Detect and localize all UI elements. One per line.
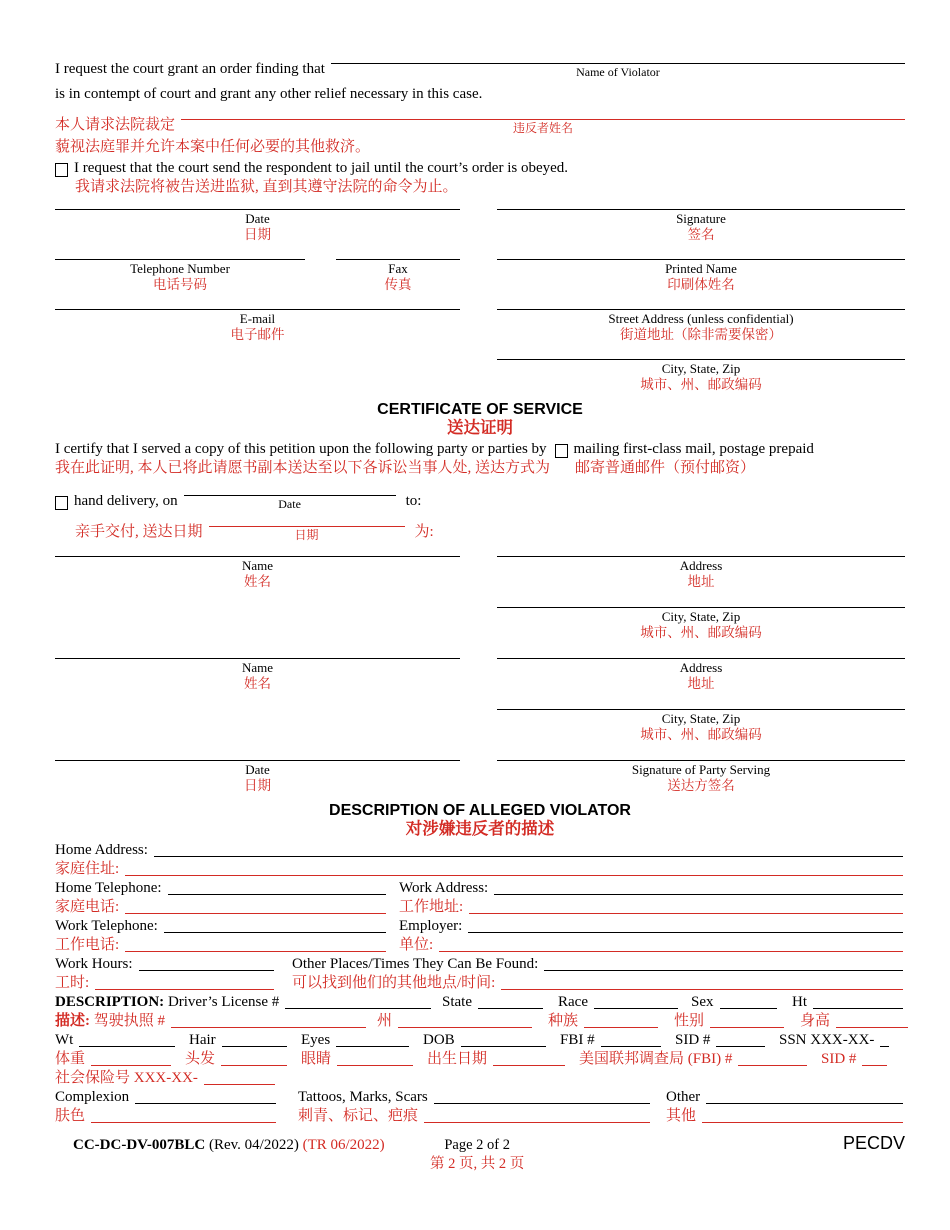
party2-csz-label: City, State, Zip bbox=[661, 711, 741, 726]
weight-label: Wt bbox=[55, 1032, 74, 1048]
name-of-violator-caption-zh: 违反者姓名 bbox=[513, 121, 574, 135]
home-address-row bbox=[55, 841, 905, 860]
contempt-text-zh: 藐视法庭罪并允许本案中任何必要的其他救济。 bbox=[55, 139, 371, 155]
weight-input[interactable] bbox=[79, 1045, 175, 1047]
mailing-text-zh: 邮寄普通邮件（预付邮资） bbox=[575, 460, 756, 476]
jail-request-row bbox=[55, 159, 905, 178]
street-address-line[interactable] bbox=[497, 309, 905, 359]
jail-request-text: I request that the court send the respondent to jail until the court’s order is obeyed. bbox=[74, 160, 569, 176]
employer-input-zh[interactable] bbox=[439, 950, 903, 952]
served-parties-block bbox=[55, 556, 905, 800]
work-address-input[interactable] bbox=[494, 893, 903, 895]
party2-name-line[interactable] bbox=[55, 658, 460, 709]
certify-row bbox=[55, 440, 905, 459]
hand-delivery-row-zh bbox=[55, 511, 905, 542]
ssn-input[interactable] bbox=[880, 1045, 889, 1047]
jail-request-checkbox[interactable] bbox=[55, 163, 68, 177]
party1-name-label-zh: 姓名 bbox=[244, 574, 271, 589]
home-telephone-label-zh: 家庭电话: bbox=[55, 899, 120, 915]
dob-label-zh: 出生日期 bbox=[427, 1051, 488, 1067]
race-input-zh[interactable] bbox=[584, 1026, 658, 1028]
height-input-zh[interactable] bbox=[836, 1026, 908, 1028]
fax-line[interactable] bbox=[336, 259, 460, 309]
tattoos-label-zh: 刺青、标记、疤痕 bbox=[298, 1108, 419, 1124]
work-hours-row bbox=[55, 955, 905, 974]
delivery-date-field-zh bbox=[209, 511, 405, 542]
page-number-zh: 第 2 页, 共 2 页 bbox=[430, 1156, 525, 1172]
street-address-label-zh: 街道地址（除非需要保密） bbox=[620, 327, 782, 342]
eyes-input-zh[interactable] bbox=[337, 1064, 413, 1066]
ssn-label-zh: 社会保险号 XXX-XX- bbox=[55, 1070, 198, 1086]
physical-row bbox=[55, 1031, 905, 1050]
form-number-block bbox=[73, 1136, 385, 1155]
party2-address-label: Address bbox=[679, 660, 723, 675]
printed-name-line[interactable] bbox=[497, 259, 905, 309]
city-state-zip-label-zh: 城市、州、邮政编码 bbox=[640, 377, 762, 392]
dob-input-zh[interactable] bbox=[493, 1064, 565, 1066]
race-input[interactable] bbox=[594, 1007, 678, 1009]
sex-label-zh: 性别 bbox=[674, 1013, 705, 1029]
telephone-line[interactable] bbox=[55, 259, 305, 309]
request-order-text: I request the court grant an order finding that bbox=[55, 61, 325, 77]
service-date-label-zh: 日期 bbox=[244, 778, 271, 793]
fbi-label-zh: 美国联邦调查局 (FBI) # bbox=[579, 1051, 733, 1067]
party1-csz-line[interactable] bbox=[497, 607, 905, 658]
certify-text-zh: 我在此证明, 本人已将此请愿书副本送达至以下各诉讼当事人处, 送达方式为 bbox=[55, 460, 551, 476]
form-number: CC-DC-DV-007BLC bbox=[73, 1137, 206, 1153]
weight-label-zh: 体重 bbox=[55, 1051, 86, 1067]
complexion-input[interactable] bbox=[135, 1102, 276, 1104]
other-label: Other bbox=[666, 1089, 701, 1105]
hair-input[interactable] bbox=[222, 1045, 287, 1047]
street-address-label: Street Address (unless confidential) bbox=[608, 311, 794, 326]
fax-label: Fax bbox=[388, 261, 408, 276]
date-signature-line[interactable] bbox=[55, 209, 460, 259]
party1-address-line[interactable] bbox=[497, 556, 905, 607]
serving-signature-line[interactable] bbox=[497, 760, 905, 800]
ssn-row-zh bbox=[55, 1069, 905, 1088]
party2-address-label-zh: 地址 bbox=[687, 676, 715, 691]
jail-request-text-zh: 我请求法院将被告送进监狱, 直到其遵守法院的命令为止。 bbox=[75, 179, 458, 195]
city-state-zip-label: City, State, Zip bbox=[661, 361, 741, 376]
employer-input[interactable] bbox=[468, 931, 903, 933]
drivers-license-input[interactable] bbox=[285, 1007, 431, 1009]
race-label: Race bbox=[558, 994, 588, 1010]
sid-input-zh[interactable] bbox=[862, 1064, 887, 1066]
mailing-text: mailing first-class mail, postage prepaid bbox=[573, 441, 814, 457]
printed-name-label-zh: 印刷体姓名 bbox=[667, 277, 735, 292]
form-tr: (TR 06/2022) bbox=[302, 1137, 385, 1153]
contempt-text: is in contempt of court and grant any other relief necessary in this case. bbox=[55, 86, 483, 102]
other-input-zh[interactable] bbox=[702, 1121, 903, 1123]
other-places-label-zh: 可以找到他们的其他地点/时间: bbox=[292, 975, 496, 991]
to-text: to: bbox=[405, 493, 422, 509]
party2-csz-label-zh: 城市、州、邮政编码 bbox=[640, 727, 762, 742]
fbi-input[interactable] bbox=[601, 1045, 661, 1047]
physical-row-zh bbox=[55, 1050, 905, 1069]
dob-input[interactable] bbox=[461, 1045, 546, 1047]
serving-signature-label: Signature of Party Serving bbox=[631, 762, 771, 777]
complexion-row-zh bbox=[55, 1107, 905, 1126]
delivery-date-caption: Date bbox=[278, 497, 301, 511]
state-label-zh: 州 bbox=[377, 1013, 393, 1029]
sex-label: Sex bbox=[691, 994, 714, 1010]
request-order-text-zh: 本人请求法院裁定 bbox=[55, 117, 176, 133]
tattoos-label: Tattoos, Marks, Scars bbox=[298, 1089, 428, 1105]
party1-address-label-zh: 地址 bbox=[687, 574, 715, 589]
signature-label-zh: 签名 bbox=[687, 227, 715, 242]
work-telephone-label: Work Telephone: bbox=[55, 918, 158, 934]
home-address-row-zh bbox=[55, 860, 905, 879]
hand-delivery-row bbox=[55, 480, 905, 511]
signature-line[interactable] bbox=[497, 209, 905, 259]
height-input[interactable] bbox=[813, 1007, 903, 1009]
home-address-input-zh[interactable] bbox=[125, 874, 903, 876]
complexion-label: Complexion bbox=[55, 1089, 130, 1105]
work-telephone-row-zh bbox=[55, 936, 905, 955]
home-address-label-zh: 家庭住址: bbox=[55, 861, 120, 877]
name-of-violator-field bbox=[331, 48, 905, 79]
work-telephone-input[interactable] bbox=[164, 931, 386, 933]
work-hours-label: Work Hours: bbox=[55, 956, 133, 972]
home-telephone-label: Home Telephone: bbox=[55, 880, 162, 896]
name-of-violator-input-zh[interactable] bbox=[181, 104, 905, 120]
hand-delivery-checkbox[interactable] bbox=[55, 496, 68, 510]
party2-csz-line[interactable] bbox=[497, 709, 905, 760]
state-input[interactable] bbox=[478, 1007, 543, 1009]
home-telephone-row bbox=[55, 879, 905, 898]
work-hours-label-zh: 工时: bbox=[55, 975, 90, 991]
party1-csz-label: City, State, Zip bbox=[661, 609, 741, 624]
height-label: Ht bbox=[792, 994, 807, 1010]
telephone-label-zh: 电话号码 bbox=[153, 277, 207, 292]
state-input-zh[interactable] bbox=[398, 1026, 532, 1028]
delivery-date-caption-zh: 日期 bbox=[294, 528, 319, 542]
fbi-input-zh[interactable] bbox=[738, 1064, 807, 1066]
weight-input-zh[interactable] bbox=[91, 1064, 171, 1066]
name-of-violator-caption: Name of Violator bbox=[576, 65, 660, 79]
drivers-license-label-zh: 驾驶执照 # bbox=[93, 1013, 166, 1029]
work-address-label: Work Address: bbox=[399, 880, 489, 896]
tattoos-input[interactable] bbox=[434, 1102, 650, 1104]
email-label: E-mail bbox=[239, 311, 276, 326]
work-telephone-label-zh: 工作电话: bbox=[55, 937, 120, 953]
description-title: DESCRIPTION OF ALLEGED VIOLATOR bbox=[329, 802, 631, 819]
delivery-date-input-zh[interactable] bbox=[209, 511, 405, 527]
employer-label: Employer: bbox=[399, 918, 463, 934]
certificate-title-zh: 送达证明 bbox=[447, 419, 513, 437]
mailing-checkbox[interactable] bbox=[555, 444, 568, 458]
complexion-row bbox=[55, 1088, 905, 1107]
work-telephone-input-zh[interactable] bbox=[125, 950, 386, 952]
phone-fax-row bbox=[55, 259, 460, 309]
description-label: DESCRIPTION: bbox=[55, 994, 165, 1010]
eyes-label-zh: 眼睛 bbox=[301, 1051, 332, 1067]
fax-label-zh: 传真 bbox=[384, 277, 412, 292]
sid-input[interactable] bbox=[716, 1045, 765, 1047]
complexion-label-zh: 肤色 bbox=[55, 1108, 86, 1124]
description-title-zh: 对涉嫌违反者的描述 bbox=[405, 820, 555, 838]
drivers-license-input-zh[interactable] bbox=[171, 1026, 366, 1028]
home-telephone-input[interactable] bbox=[168, 893, 386, 895]
certify-row-zh bbox=[55, 459, 905, 478]
other-label-zh: 其他 bbox=[666, 1108, 697, 1124]
eyes-label: Eyes bbox=[301, 1032, 331, 1048]
tattoos-input-zh[interactable] bbox=[424, 1121, 650, 1123]
ssn-label: SSN XXX-XX- bbox=[779, 1032, 875, 1048]
description-label-zh: 描述: bbox=[55, 1013, 90, 1029]
form-revision: (Rev. 04/2022) bbox=[208, 1137, 299, 1153]
other-places-input[interactable] bbox=[544, 969, 903, 971]
certificate-title: CERTIFICATE OF SERVICE bbox=[377, 401, 583, 418]
party2-address-line[interactable] bbox=[497, 658, 905, 709]
work-hours-input-zh[interactable] bbox=[95, 988, 274, 990]
date-label-zh: 日期 bbox=[244, 227, 271, 242]
sid-label-zh: SID # bbox=[821, 1051, 857, 1067]
hair-input-zh[interactable] bbox=[221, 1064, 287, 1066]
certify-text: I certify that I served a copy of this petition upon the following party or parties by bbox=[55, 441, 547, 457]
hair-label-zh: 头发 bbox=[185, 1051, 216, 1067]
email-line[interactable] bbox=[55, 309, 460, 359]
serving-signature-label-zh: 送达方签名 bbox=[667, 778, 735, 793]
sex-input-zh[interactable] bbox=[710, 1026, 784, 1028]
sex-input[interactable] bbox=[720, 1007, 778, 1009]
work-address-input-zh[interactable] bbox=[469, 912, 903, 914]
work-address-label-zh: 工作地址: bbox=[399, 899, 464, 915]
footer bbox=[55, 1133, 905, 1180]
description-id-row-zh bbox=[55, 1012, 905, 1031]
to-text-zh: 为: bbox=[414, 524, 434, 540]
city-state-zip-line[interactable] bbox=[497, 359, 905, 395]
other-places-label: Other Places/Times They Can Be Found: bbox=[292, 956, 539, 972]
party1-name-label: Name bbox=[241, 558, 274, 573]
service-date-line[interactable] bbox=[55, 760, 460, 800]
name-of-violator-input[interactable] bbox=[331, 48, 905, 64]
form-code: PECDV bbox=[842, 1133, 905, 1153]
delivery-date-input[interactable] bbox=[184, 480, 396, 496]
ssn-input-zh[interactable] bbox=[204, 1083, 275, 1085]
home-address-label: Home Address: bbox=[55, 842, 148, 858]
sid-label: SID # bbox=[675, 1032, 711, 1048]
date-label: Date bbox=[245, 211, 270, 226]
printed-name-label: Printed Name bbox=[665, 261, 737, 276]
name-of-violator-field-zh bbox=[181, 104, 905, 135]
request-order-row bbox=[55, 48, 905, 79]
signature-block bbox=[55, 209, 905, 395]
delivery-date-field bbox=[184, 480, 396, 511]
race-label-zh: 种族 bbox=[548, 1013, 579, 1029]
request-order-row-zh bbox=[55, 104, 905, 135]
work-hours-input[interactable] bbox=[139, 969, 274, 971]
party1-address-label: Address bbox=[679, 558, 723, 573]
other-input[interactable] bbox=[706, 1102, 903, 1104]
complexion-input-zh[interactable] bbox=[91, 1121, 276, 1123]
hair-label: Hair bbox=[189, 1032, 216, 1048]
eyes-input[interactable] bbox=[336, 1045, 409, 1047]
party2-name-label-zh: 姓名 bbox=[244, 676, 271, 691]
hand-delivery-text-zh: 亲手交付, 送达日期 bbox=[75, 524, 203, 540]
other-places-input-zh[interactable] bbox=[501, 988, 903, 990]
party1-name-line[interactable] bbox=[55, 556, 460, 607]
description-id-row bbox=[55, 993, 905, 1012]
home-telephone-input-zh[interactable] bbox=[125, 912, 386, 914]
service-date-label: Date bbox=[245, 762, 270, 777]
email-label-zh: 电子邮件 bbox=[230, 327, 285, 342]
page-number: Page 2 of 2 bbox=[444, 1137, 510, 1153]
telephone-label: Telephone Number bbox=[130, 261, 230, 276]
state-label: State bbox=[442, 994, 472, 1010]
party2-name-label: Name bbox=[241, 660, 274, 675]
dob-label: DOB bbox=[423, 1032, 455, 1048]
work-telephone-row bbox=[55, 917, 905, 936]
page-indicator bbox=[430, 1136, 524, 1174]
home-telephone-row-zh bbox=[55, 898, 905, 917]
fbi-label: FBI # bbox=[560, 1032, 595, 1048]
employer-label-zh: 单位: bbox=[399, 937, 434, 953]
height-label-zh: 身高 bbox=[800, 1013, 831, 1029]
party1-csz-label-zh: 城市、州、邮政编码 bbox=[640, 625, 762, 640]
drivers-license-label: Driver’s License # bbox=[167, 994, 280, 1010]
hand-delivery-text: hand delivery, on bbox=[74, 493, 178, 509]
signature-label: Signature bbox=[676, 211, 726, 226]
home-address-input[interactable] bbox=[154, 855, 903, 857]
work-hours-row-zh bbox=[55, 974, 905, 993]
